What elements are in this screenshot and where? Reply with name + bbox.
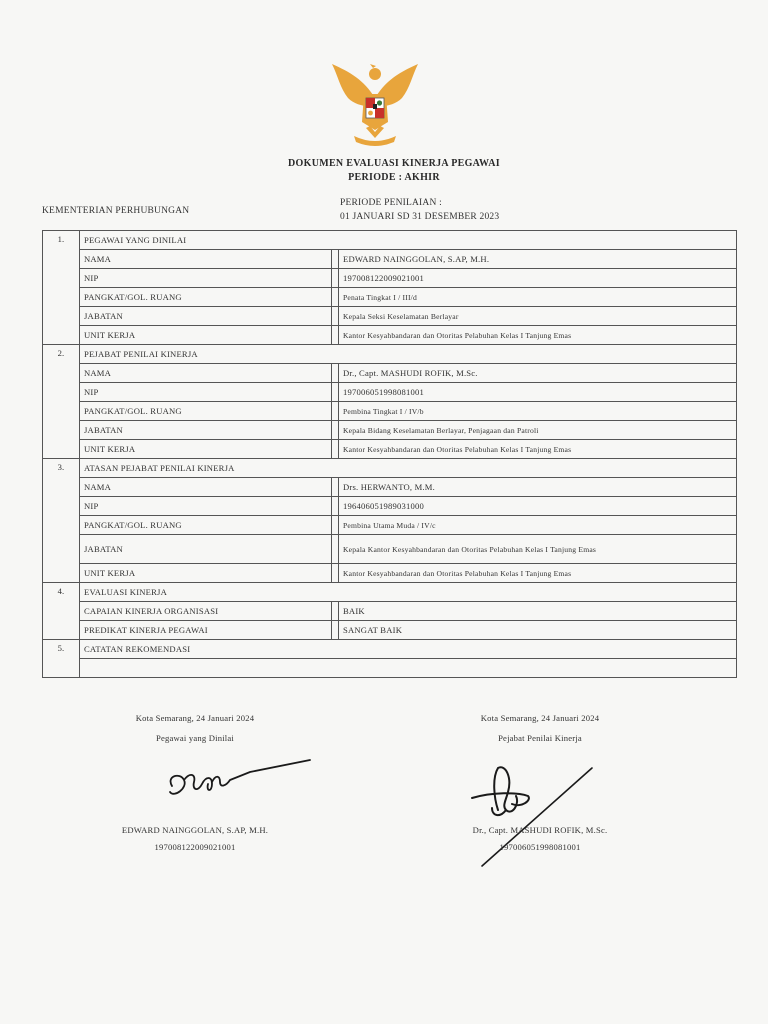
signer-name: EDWARD NAINGGOLAN, S.AP, M.H. [121, 825, 269, 835]
place-date: Kota Semarang, 24 Januari 2024 [480, 713, 600, 723]
field-value: 196406051989031000 [339, 497, 737, 516]
signer-name: Dr., Capt. MASHUDI ROFIK, M.Sc. [472, 825, 608, 835]
signer-role: Pegawai yang Dinilai [156, 733, 234, 743]
signer-nip: 197006051998081001 [499, 842, 581, 852]
field-value: 197006051998081001 [339, 383, 737, 402]
field-value: BAIK [339, 602, 737, 621]
section-number: 5. [43, 640, 80, 678]
signer-employee [75, 822, 315, 856]
section-title: ATASAN PEJABAT PENILAI KINERJA [80, 459, 737, 478]
section-title: CATATAN REKOMENDASI [80, 640, 737, 659]
document-subtitle: PERIODE : AKHIR [348, 172, 440, 183]
field-value: Penata Tingkat I / III/d [339, 288, 737, 307]
period-value: 01 JANUARI SD 31 DESEMBER 2023 [340, 212, 500, 222]
signer-role: Pejabat Penilai Kinerja [498, 733, 582, 743]
field-label: JABATAN [80, 421, 332, 440]
field-label: NIP [80, 497, 332, 516]
field-label: PANGKAT/GOL. RUANG [80, 516, 332, 535]
field-value: Kantor Kesyahbandaran dan Otoritas Pelabuhan Kelas I Tanjung Emas [339, 440, 737, 459]
field-value: Kepala Seksi Keselamatan Berlayar [339, 307, 737, 326]
field-label: CAPAIAN KINERJA ORGANISASI [80, 602, 332, 621]
field-label: NIP [80, 383, 332, 402]
section-number: 1. [43, 231, 80, 345]
field-label: UNIT KERJA [80, 440, 332, 459]
place-date: Kota Semarang, 24 Januari 2024 [135, 713, 255, 723]
signature-block-assessor [440, 708, 640, 748]
section-title: EVALUASI KINERJA [80, 583, 737, 602]
field-value: Kantor Kesyahbandaran dan Otoritas Pelabuhan Kelas I Tanjung Emas [339, 564, 737, 583]
employee-signature [160, 752, 320, 812]
signer-assessor [420, 822, 660, 856]
field-value: Kantor Kesyahbandaran dan Otoritas Pelabuhan Kelas I Tanjung Emas [339, 326, 737, 345]
section-number: 2. [43, 345, 80, 459]
field-label: UNIT KERJA [80, 326, 332, 345]
field-label: NAMA [80, 478, 332, 497]
field-value: Pembina Utama Muda / IV/c [339, 516, 737, 535]
field-value: EDWARD NAINGGOLAN, S.AP, M.H. [339, 250, 737, 269]
period-label: PERIODE PENILAIAN : [340, 198, 442, 208]
field-label: UNIT KERJA [80, 564, 332, 583]
signature-block-employee [95, 708, 295, 748]
section-title: PEGAWAI YANG DINILAI [80, 231, 737, 250]
garuda-emblem-icon [326, 58, 424, 148]
section-number: 3. [43, 459, 80, 583]
evaluation-table [42, 230, 737, 678]
field-value: Kepala Bidang Keselamatan Berlayar, Penjagaan dan Patroli [339, 421, 737, 440]
section-number: 4. [43, 583, 80, 640]
signer-nip: 197008122009021001 [154, 842, 236, 852]
field-value: Pembina Tingkat I / IV/b [339, 402, 737, 421]
field-label: NAMA [80, 364, 332, 383]
field-value: Drs. HERWANTO, M.M. [339, 478, 737, 497]
field-value: Dr., Capt. MASHUDI ROFIK, M.Sc. [339, 364, 737, 383]
assessment-period [340, 196, 499, 224]
document-title: DOKUMEN EVALUASI KINERJA PEGAWAI [288, 158, 500, 169]
field-label: NAMA [80, 250, 332, 269]
field-label: NIP [80, 269, 332, 288]
recommendation-notes [80, 659, 737, 678]
field-value: 197008122009021001 [339, 269, 737, 288]
ministry-name: KEMENTERIAN PERHUBUNGAN [42, 206, 190, 216]
field-label: JABATAN [80, 307, 332, 326]
field-label: JABATAN [80, 535, 332, 564]
section-title: PEJABAT PENILAI KINERJA [80, 345, 737, 364]
field-label: PREDIKAT KINERJA PEGAWAI [80, 621, 332, 640]
field-value: Kepala Kantor Kesyahbandaran dan Otoritas Pelabuhan Kelas I Tanjung Emas [343, 544, 597, 554]
field-label: PANGKAT/GOL. RUANG [80, 402, 332, 421]
field-label: PANGKAT/GOL. RUANG [80, 288, 332, 307]
field-value: SANGAT BAIK [339, 621, 737, 640]
